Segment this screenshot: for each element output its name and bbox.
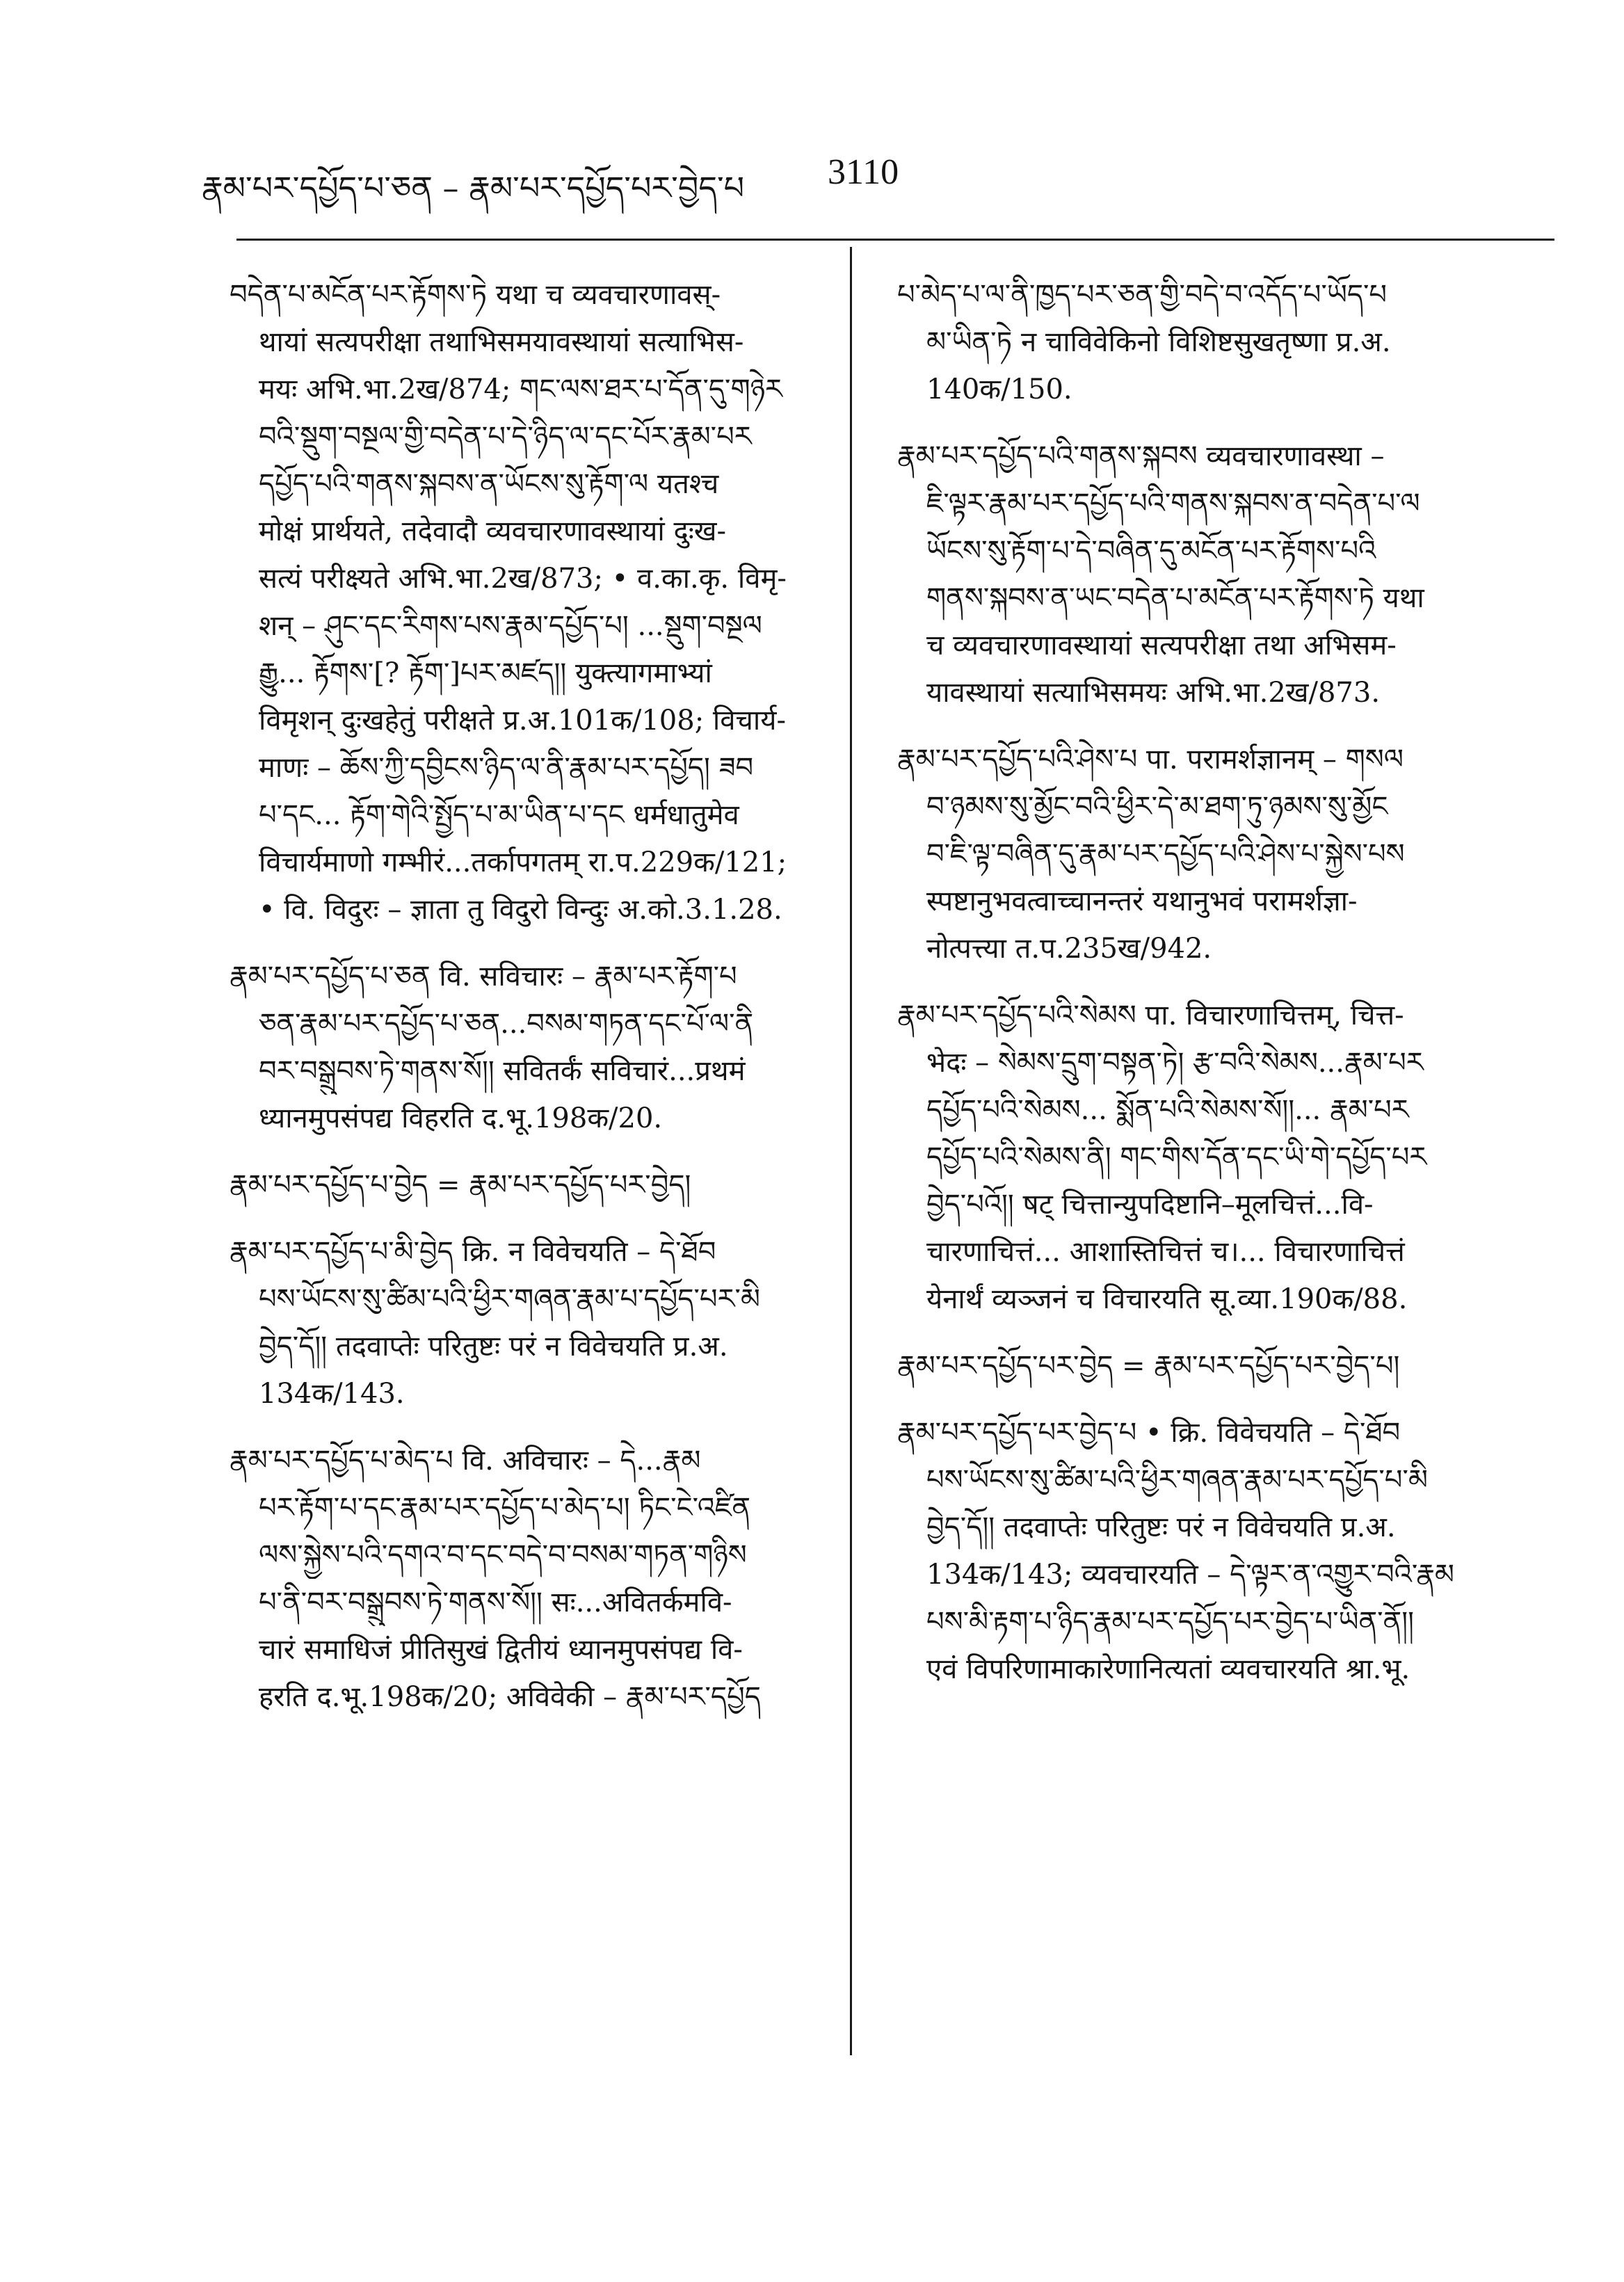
entry-line: པ་ནི་བར་བསྒྲུབས་ཏེ་གནས་སོ།། सः...अवितर्कमवि- xyxy=(259,1586,732,1618)
entry-line: विमृशन् दुःखहेतुं परीक्षते प्र.अ.101क/108; विचार्य- xyxy=(259,705,786,737)
entry-line: नोत्पत्त्या त.प.235ख/942. xyxy=(926,933,1212,965)
entry-line: པ་དང... རྟོག་གེའི་སྤྱོད་པ་མ་ཡིན་པ་དང धर्मधातुमेव xyxy=(259,799,739,831)
entry-line: བ་ཉམས་སུ་མྱོང་བའི་ཕྱིར་དེ་མ་ཐག་ཏུ་ཉམས་སུ་མྱོང xyxy=(926,791,1388,823)
running-head: རྣམ་པར་དཔྱོད་པ་ཅན – རྣམ་པར་དཔྱོད་པར་བྱེད་པ xyxy=(202,169,745,207)
entry-line: 140क/150. xyxy=(926,373,1072,405)
entry-line: པས་ཡོངས་སུ་ཚིམ་པའི་ཕྱིར་གཞན་རྣམ་པ་དཔྱོད་པར་མི xyxy=(259,1283,760,1315)
entry-line: དཔྱོད་པའི་སེམས་ནི། གང་གིས་དོན་དང་ཡི་གེ་དཔྱོད་པར xyxy=(926,1141,1427,1173)
dictionary-entry xyxy=(230,1162,842,1209)
entry-line: བྱེད་དོ།། तदवाप्तेः परितुष्टः परं न विवेचयति प्र.अ. xyxy=(926,1511,1396,1543)
dictionary-entry xyxy=(897,736,1509,972)
dictionary-entry xyxy=(230,953,842,1142)
entry-line: བའི་སྡུག་བསྔལ་གྱི་བདེན་པ་དེ་ཉིད་ལ་དང་པོར་རྣམ་པར xyxy=(259,421,752,453)
dictionary-entry xyxy=(897,992,1509,1323)
entry-headline: རྣམ་པར་དཔྱོད་པའི་གནས་སྐབས व्यवचारणावस्था – xyxy=(897,440,1385,472)
entry-line: བ་ཇི་ལྟ་བཞིན་དུ་རྣམ་པར་དཔྱོད་པའི་ཤེས་པ་སྐྱེས་པས xyxy=(926,838,1405,870)
entry-line: ལས་སྐྱེས་པའི་དགའ་བ་དང་བདེ་བ་བསམ་གཏན་གཉིས xyxy=(259,1539,747,1571)
entry-line: • वि. विदुरः – ज्ञाता तु विदुरो विन्दुः अ.को.3.1.28. xyxy=(259,894,782,926)
entry-line: ཡོངས་སུ་རྟོག་པ་དེ་བཞིན་དུ་མངོན་པར་རྟོགས་པའི xyxy=(926,535,1376,567)
entry-headline: རྣམ་པར་དཔྱོད་པ་མེད་པ वि. अविचारः – དེ...རྣམ xyxy=(230,1445,701,1477)
entry-line: चारणाचित्तं... आशास्तिचित्तं च।... विचारणाचित्तं xyxy=(926,1236,1405,1268)
dictionary-entry xyxy=(230,1437,842,1721)
entry-line: པས་ཡོངས་སུ་ཚིམ་པའི་ཕྱིར་གཞན་རྣམ་པར་དཔྱོད་པ་མི xyxy=(926,1464,1428,1496)
entry-line: མ་ཡིན་ཏེ न चाविवेकिनो विशिष्टसुखतृष्णा प्र.अ. xyxy=(926,326,1391,358)
entry-line: मयः अभि.भा.2ख/874; གང་ལས་ཐར་པ་དོན་དུ་གཉེར xyxy=(259,373,782,405)
entry-line: यावस्थायां सत्याभिसमयः अभि.भा.2ख/873. xyxy=(926,677,1381,709)
entry-line: དཔྱོད་པའི་གནས་སྐབས་ན་ཡོངས་སུ་རྟོག་ལ यतश्च xyxy=(259,468,719,500)
column-divider xyxy=(850,247,852,2055)
entry-line: शन् – ཤུང་དང་རིགས་པས་རྣམ་དཔྱོད་པ། ...སྡུག་བསྔལ xyxy=(259,610,762,642)
entry-line: थायां सत्यपरीक्षा तथाभिसमयावस्थायां सत्याभिस- xyxy=(259,326,744,358)
entry-headline: བདེན་པ་མངོན་པར་རྟོགས་ཏེ यथा च व्यवचारणावस्- xyxy=(230,279,721,311)
entry-line: स्पष्टानुभवत्वाच्चानन्तरं यथानुभवं परामर्शज्ञा- xyxy=(926,885,1358,917)
entry-line: विचार्यमाणो गम्भीरं...तर्कापगतम् रा.प.229क/121; xyxy=(259,846,787,878)
dictionary-entry xyxy=(230,271,842,933)
page-number: 3110 xyxy=(828,152,899,192)
entry-line: चारं समाधिजं प्रीतिसुखं द्वितीयं ध्यानमुपसंपद्य वि- xyxy=(259,1634,743,1666)
entry-line: ध्यानमुपसंपद्य विहरति द.भू.198क/20. xyxy=(259,1102,663,1134)
entry-headline: རྣམ་པར་དཔྱོད་པའི་སེམས पा. विचारणाचित्तम्, चित्त- xyxy=(897,999,1404,1031)
entry-line: सत्यं परीक्ष्यते अभि.भा.2ख/873; • व.का.कृ. विमृ- xyxy=(259,563,787,595)
entry-line: एवं विपरिणामाकारेणानित्यतां व्यवचारयति श्रा.भू. xyxy=(926,1653,1410,1685)
dictionary-entry xyxy=(897,1342,1509,1390)
entry-line: 134क/143; व्यवचारयति – དེ་ལྟར་ན་འགྱུར་བའི་རྣམ xyxy=(926,1559,1454,1591)
entry-headline: རྣམ་པར་དཔྱོད་པ་ཅན वि. सविचारः – རྣམ་པར་རྟོག་པ xyxy=(230,961,737,993)
entry-headline: རྣམ་པར་དཔྱོད་པ་བྱེད = རྣམ་པར་དཔྱོད་པར་བྱེད། xyxy=(230,1169,691,1201)
entry-line: ཇི་ལྟར་རྣམ་པར་དཔྱོད་པའི་གནས་སྐབས་ན་བདེན་པ་ལ xyxy=(926,488,1420,520)
entry-line: मोक्षं प्रार्थयते, तदेवादौ व्यवचारणावस्थायां दुःख- xyxy=(259,515,727,547)
entry-headline: པ་མེད་པ་ལ་ནི་ཁྱད་པར་ཅན་གྱི་བདེ་བ་འདོད་པ་ཡོད་པ xyxy=(897,279,1388,311)
entry-line: हरति द.भू.198क/20; अविवेकी – རྣམ་པར་དཔྱོད xyxy=(259,1681,761,1713)
dictionary-entry xyxy=(897,271,1509,413)
left-column xyxy=(230,271,842,1740)
entry-line: च व्यवचारणावस्थायां सत्यपरीक्षा तथा अभिसम- xyxy=(926,629,1397,661)
entry-line: པས་མི་རྟག་པ་ཉིད་རྣམ་པར་དཔྱོད་པར་བྱེད་པ་ཡིན་ནོ།། xyxy=(926,1606,1414,1638)
entry-line: भेदः – སེམས་དྲུག་བསྟན་ཏེ། རྩ་བའི་སེམས...རྣམ་པར xyxy=(926,1047,1424,1079)
entry-line: རྒྱུ... རྟོགས་[? རྟོག་]པར་མཛད།། युक्त्यागमाभ्यां xyxy=(259,657,712,689)
dictionary-entry xyxy=(897,1409,1509,1693)
entry-line: བྱེད་པའོ།། षट् चित्तान्युपदिष्टानि–मूलचित्तं...वि- xyxy=(926,1189,1374,1221)
entry-line: येनार्थं व्यञ्जनं च विचारयति सू.व्या.190क/88. xyxy=(926,1283,1408,1315)
entry-line: བྱེད་དོ།། तदवाप्तेः परितुष्टः परं न विवेचयति प्र.अ. xyxy=(259,1331,728,1363)
dictionary-entry xyxy=(230,1228,842,1417)
entry-line: 134क/143. xyxy=(259,1378,405,1410)
right-column xyxy=(897,271,1509,1712)
entry-line: གནས་སྐབས་ན་ཡང་བདེན་པ་མངོན་པར་རྟོགས་ཏེ यथा xyxy=(926,582,1424,614)
entry-line: པར་རྟོག་པ་དང་རྣམ་པར་དཔྱོད་པ་མེད་པ། ཏིང་ངེ་འཛིན xyxy=(259,1492,751,1524)
entry-line: ཅན་རྣམ་པར་དཔྱོད་པ་ཅན...བསམ་གཏན་དང་པོ་ལ་ནི xyxy=(259,1008,754,1040)
header-rule xyxy=(236,239,1554,241)
entry-line: དཔྱོད་པའི་སེམས... སྨོན་པའི་སེམས་སོ།།... རྣམ་པར xyxy=(926,1094,1409,1126)
entry-line: माणः – ཆོས་ཀྱི་དབྱིངས་ཉིད་ལ་ནི་རྣམ་པར་དཔྱོད། ཟབ xyxy=(259,752,754,784)
dictionary-entry xyxy=(897,433,1509,716)
page-header xyxy=(202,146,1419,209)
entry-headline: རྣམ་པར་དཔྱོད་པར་བྱེད = རྣམ་པར་དཔྱོད་པར་བྱེད་པ། xyxy=(897,1350,1400,1382)
entry-line: བར་བསྒྲུབས་ཏེ་གནས་སོ།། सवितर्कं सविचारं...प्रथमं xyxy=(259,1055,746,1087)
entry-headline: རྣམ་པར་དཔྱོད་པ་མི་བྱེད क्रि. न विवेचयति – དེ་ཐོབ xyxy=(230,1236,716,1268)
entry-headline: རྣམ་པར་དཔྱོད་པར་བྱེད་པ • क्रि. विवेचयति – དེ་ཐོབ xyxy=(897,1417,1401,1449)
entry-headline: རྣམ་པར་དཔྱོད་པའི་ཤེས་པ पा. परामर्शज्ञानम् – གསལ xyxy=(897,744,1404,776)
